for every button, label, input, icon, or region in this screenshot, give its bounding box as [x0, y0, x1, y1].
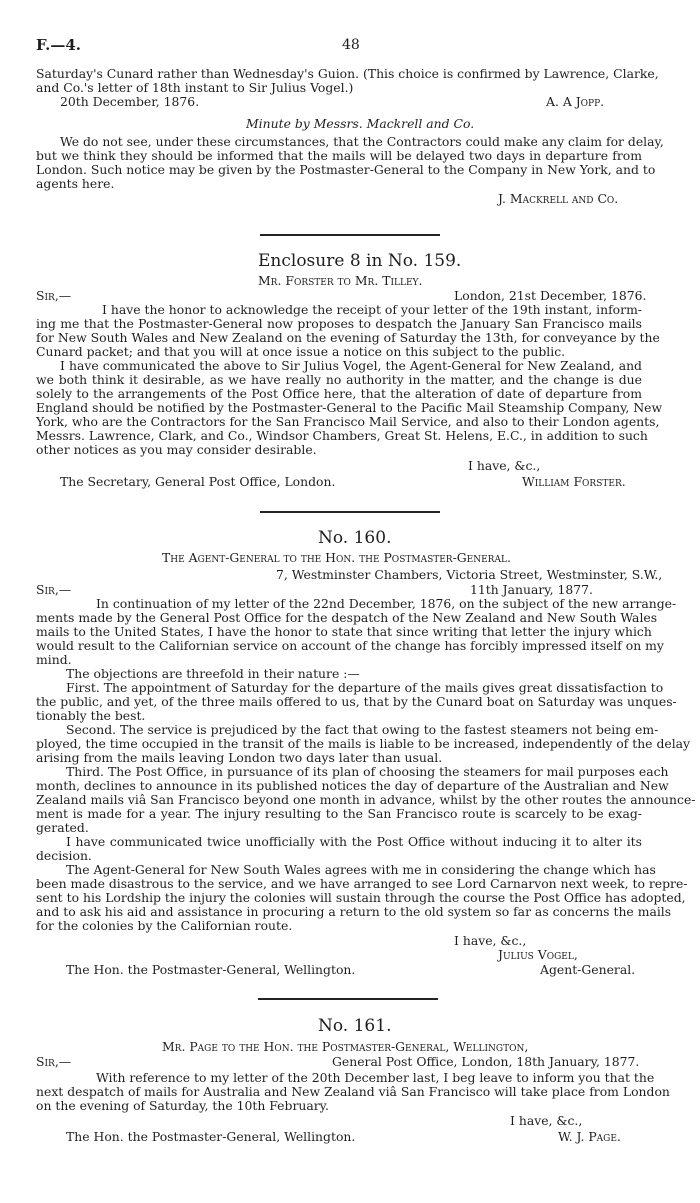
text-line: ployed, the time occupied in the transit of the mails is liable to be increased, independently of the delay [36, 736, 691, 751]
text-line: arising from the mails leaving London two days later than usual. [36, 750, 443, 765]
text-line: next despatch of mails for Australia and New Zealand viâ San Francisco will take place from London [36, 1084, 670, 1099]
text-line: the public, and yet, of the three mails offered to us, that by the Cunard boat on Saturday was unques- [36, 694, 677, 709]
text-line: Saturday's Cunard rather than Wednesday's Guion. (This choice is confirmed by Lawrence, Clarke, [36, 66, 659, 81]
text-line: ing me that the Postmaster-General now proposes to despatch the January San Francisco mails [36, 316, 642, 331]
text-line: The Agent-General for New South Wales agrees with me in considering the change which has [66, 862, 656, 877]
text-line: mind. [36, 652, 72, 667]
signature-title: Agent-General. [540, 962, 636, 977]
salutation: Sir,— [36, 582, 72, 597]
place-date: London, 21st December, 1876. [454, 288, 647, 303]
text-line: month, declines to announce in its published notices the day of departure of the Australian and New [36, 778, 669, 793]
section-subtitle: Mr. Forster to Mr. Tilley. [258, 273, 423, 288]
text-line: solely to the arrangements of the Post Office here, that the alteration of date of departure from [36, 386, 642, 401]
signature: J. Mackrell and Co. [498, 191, 619, 206]
text-line: sent to his Lordship the injury the colonies will sustain through the course the Post Office has adopted, [36, 890, 686, 905]
text-line: We do not see, under these circumstances, that the Contractors could make any claim for delay, [60, 134, 664, 149]
text-line: we both think it desirable, as we have really no authority in the matter, and the change is due [36, 372, 642, 387]
text-line: I have communicated twice unofficially with the Post Office without inducing it to alter its [66, 834, 642, 849]
signature: W. J. Page. [558, 1129, 621, 1144]
place-date: General Post Office, London, 18th January, 1877. [332, 1054, 640, 1069]
text-line: but we think they should be informed that the mails will be delayed two days in departure from [36, 148, 642, 163]
section-divider [258, 998, 438, 1000]
text-line: for the colonies by the Californian route. [36, 918, 293, 933]
text-line: With reference to my letter of the 20th December last, I beg leave to inform you that the [96, 1070, 655, 1085]
text-line: tionably the best. [36, 708, 146, 723]
section-subtitle: Mr. Page to the Hon. the Postmaster-General, Wellington, [162, 1039, 529, 1054]
text-line: for New South Wales and New Zealand on the evening of Saturday the 13th, for conveyance by the [36, 330, 660, 345]
text-line: Second. The service is prejudiced by the fact that owing to the fastest steamers not being em- [66, 722, 659, 737]
text-line: mails to the United States, I have the honor to state that since writing that letter the injury which [36, 624, 652, 639]
text-line: In continuation of my letter of the 22nd December, 1876, on the subject of the new arrange- [96, 596, 677, 611]
section-title: No. 160. [318, 528, 392, 548]
section-subtitle: The Agent-General to the Hon. the Postmaster-General. [162, 550, 511, 565]
closing: I have, &c., [510, 1113, 583, 1128]
text-line: on the evening of Saturday, the 10th February. [36, 1098, 329, 1113]
text-line: England should be notified by the Postmaster-General to the Pacific Mail Steamship Company, New [36, 400, 663, 415]
text-line: Cunard packet; and that you will at once issue a notice on this subject to the public. [36, 344, 566, 359]
section-divider [260, 511, 440, 513]
text-line: York, who are the Contractors for the San Francisco Mail Service, and also to their London agents, [36, 414, 660, 429]
text-line: The objections are threefold in their nature :— [66, 666, 360, 681]
text-line: would result to the Californian service on account of the change has forcibly impressed itself on my [36, 638, 664, 653]
text-line: Messrs. Lawrence, Clark, and Co., Windsor Chambers, Great St. Helens, E.C., in addition to such [36, 428, 648, 443]
text-line: I have the honor to acknowledge the receipt of your letter of the 19th instant, inform- [102, 302, 642, 317]
text-line: Zealand mails viâ San Francisco beyond one month in advance, whilst by the other routes the announce- [36, 792, 696, 807]
date-line: 20th December, 1876. [60, 94, 200, 109]
text-line: ment is made for a year. The injury resulting to the San Francisco route is scarcely to be exag- [36, 806, 642, 821]
addressee: The Hon. the Postmaster-General, Wellington. [66, 962, 356, 977]
text-line: First. The appointment of Saturday for the departure of the mails gives great dissatisfaction to [66, 680, 664, 695]
closing: I have, &c., [468, 458, 541, 473]
salutation: Sir,— [36, 288, 72, 303]
page-number: 48 [342, 37, 360, 53]
addressee: The Hon. the Postmaster-General, Wellington. [66, 1129, 356, 1144]
address: 7, Westminster Chambers, Victoria Street, Westminster, S.W., [276, 567, 663, 582]
salutation: Sir,— [36, 1054, 72, 1069]
signature: William Forster. [522, 474, 626, 489]
section-title: Enclosure 8 in No. 159. [258, 251, 462, 271]
report-code: F.—4. [36, 36, 82, 54]
minute-title: Minute by Messrs. Mackrell and Co. [246, 116, 475, 131]
section-divider [260, 234, 440, 236]
text-line: decision. [36, 848, 92, 863]
signature: A. A Jopp. [546, 94, 605, 109]
text-line: I have communicated the above to Sir Julius Vogel, the Agent-General for New Zealand, and [60, 358, 642, 373]
text-line: gerated. [36, 820, 89, 835]
text-line: Third. The Post Office, in pursuance of its plan of choosing the steamers for mail purposes each [66, 764, 669, 779]
text-line: other notices as you may consider desirable. [36, 442, 317, 457]
text-line: been made disastrous to the service, and we have arranged to see Lord Carnarvon next week, to repre- [36, 876, 688, 891]
text-line: agents here. [36, 176, 115, 191]
text-line: ments made by the General Post Office for the despatch of the New Zealand and New South Wales [36, 610, 658, 625]
section-title: No. 161. [318, 1016, 392, 1036]
signature: Julius Vogel, [498, 947, 578, 962]
text-line: and to ask his aid and assistance in procuring a return to the old system so far as concerns the mails [36, 904, 672, 919]
closing: I have, &c., [454, 933, 527, 948]
addressee: The Secretary, General Post Office, London. [60, 474, 336, 489]
text-line: and Co.'s letter of 18th instant to Sir Julius Vogel.) [36, 80, 354, 95]
text-line: London. Such notice may be given by the Postmaster-General to the Company in New York, and to [36, 162, 656, 177]
date-line: 11th January, 1877. [470, 582, 593, 597]
